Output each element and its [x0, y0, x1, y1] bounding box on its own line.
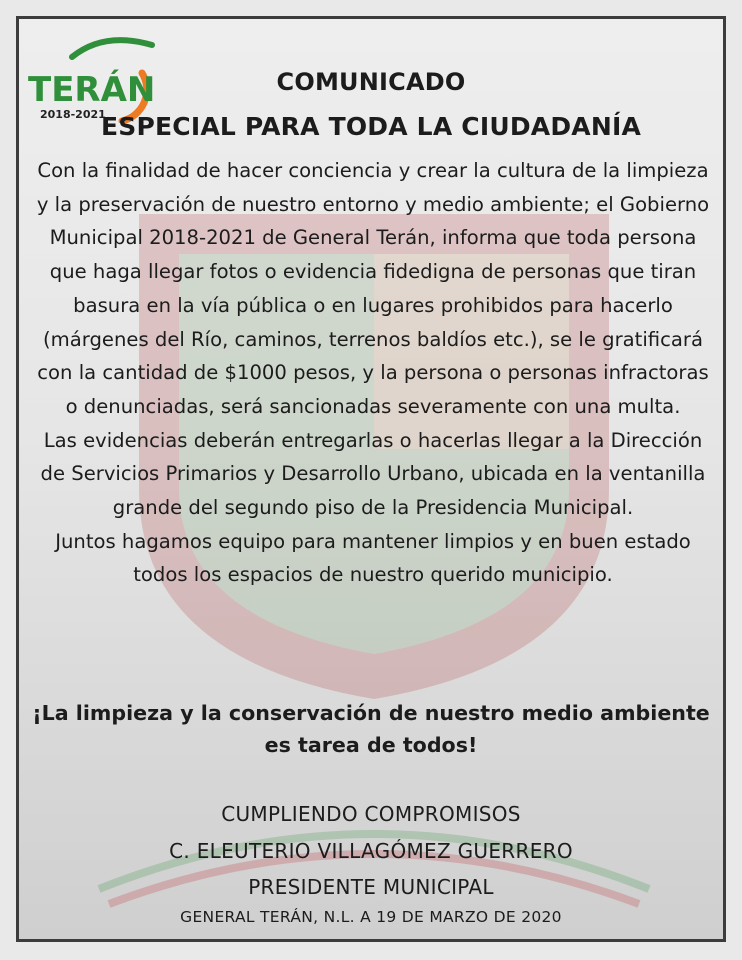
announcement-frame	[16, 16, 726, 942]
body-paragraph-3: Juntos hagamos equipo para mantener limpios y en buen estado todos los espacios de nuestro querido municipio.	[55, 529, 691, 587]
signature-name: C. ELEUTERIO VILLAGÓMEZ GUERRERO	[169, 839, 573, 863]
signature-position: PRESIDENTE MUNICIPAL	[248, 875, 494, 899]
page-title: COMUNICADO	[276, 68, 466, 96]
announcement-body	[33, 154, 713, 592]
logo-years: 2018-2021	[40, 108, 106, 121]
body-paragraph-1: Con la finalidad de hacer conciencia y crear la cultura de la limpieza y la preservación de nuestro entorno y medio ambiente; el Gobierno Municipal 2018-2021 de General Terán, informa que toda persona que haga llegar fotos o evidencia fidedigna de personas que tiran basura en la vía pública o en lugares prohibidos para hacerlo (márgenes del Río, caminos, terrenos baldíos etc.), se le gratificará con la cantidad de $1000 pesos, y la persona o personas infractoras o denunciadas, será sancionadas severamente con una multa.	[36, 159, 710, 418]
body-paragraph-2: Las evidencias deberán entregarlas o hacerlas llegar a la Dirección de Servicios Primarios y Desarrollo Urbano, ubicada en la ventanilla grande del segundo piso de la Presidencia Municipal.	[40, 428, 706, 520]
slogan-line-1: ¡La limpieza y la conservación de nuestro medio ambiente	[32, 701, 710, 725]
signature-motto: CUMPLIENDO COMPROMISOS	[221, 802, 521, 826]
logo-text: TERÁN	[28, 70, 156, 110]
place-date: GENERAL TERÁN, N.L. A 19 DE MARZO DE 2020	[180, 908, 562, 926]
slogan	[19, 697, 723, 761]
page-subtitle: ESPECIAL PARA TODA LA CIUDADANÍA	[100, 112, 641, 141]
slogan-line-2: es tarea de todos!	[264, 733, 478, 757]
